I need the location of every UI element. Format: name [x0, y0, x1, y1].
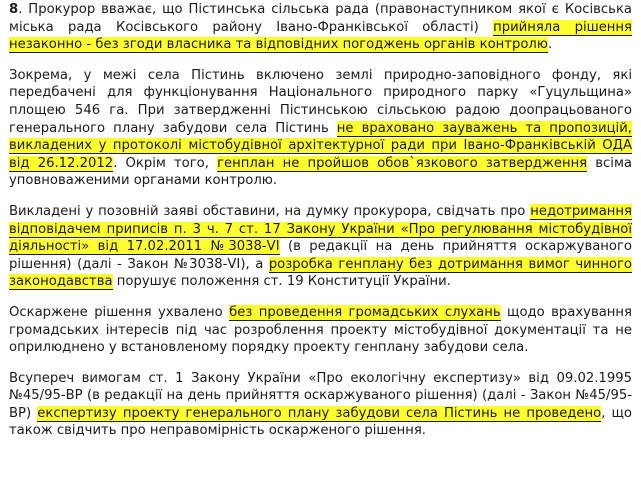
- highlighted-text: розробка генплану без дотримання вимог чинного законодавства: [9, 256, 632, 290]
- text-run: .: [446, 274, 451, 290]
- text-run: щодо врахування громадських інтересів під час розроблення проекту містобудівної документації та не оприлюднено у встановленому порядку проекту генплану забудови села.: [9, 304, 632, 356]
- highlighted-text: прийняла рішення незаконно - без згоди власника та відповідних погоджень органів контролю: [9, 19, 632, 53]
- highlighted-text: не враховано зауважень та пропозицій, викладених у протоколі містобудівної архітектурної ради при Івано-Франківській ОДА від 26.12.2012: [9, 120, 632, 171]
- paragraph-1: [9, 1, 632, 54]
- paragraph-3: [9, 203, 632, 291]
- highlighted-text: недотримання відповідачем приписів п. 3 ч. 7 ст. 17 Закону України «: [9, 203, 632, 237]
- law-link[interactable]: Про екологічну експертизу: [316, 370, 513, 386]
- text-run: . Прокурор вважає, що Пістинська сільська рада (правонаступником якої є Косівська міська рада Косівського району Івано-Франківської області): [9, 2, 632, 35]
- paragraph-5: [9, 370, 632, 440]
- paragraph-number: 8: [9, 2, 19, 17]
- text-run: » від 09.02.1995 №45/95-ВР (в редакції на день прийняття оскаржуваного рішення) (далі - Закон №45/95-ВР): [9, 370, 632, 421]
- law-link[interactable]: 19 Конституції України: [286, 274, 447, 290]
- highlighted-text: генплан не пройшов обов`язкового затвердження: [217, 155, 588, 171]
- text-run: Зокрема, у межі села Пістинь включено землі природно-заповідного фонду, які передбачені для функціонування Національного природного парку «Гуцульщина» площею 546 га. При затвердженні Пістинською сільською радою доопрацьованого генерального плану забудови села Пістинь: [9, 67, 632, 136]
- document-body: [0, 1, 641, 440]
- text-run: Викладені у позовній заяві обставини, на думку прокурора, свідчать про: [9, 203, 531, 219]
- paragraph-2: [9, 67, 632, 190]
- text-run: .: [547, 37, 553, 53]
- highlighted-text: експертизу проекту генерального плану забудови села Пістинь не проведено: [37, 405, 602, 421]
- text-run: порушує положення ст.: [112, 274, 287, 290]
- text-run: всіма уповноваженими органами контролю.: [9, 155, 632, 189]
- text-run: Оскаржене рішення ухвалено: [9, 304, 230, 320]
- highlighted-law-link[interactable]: Про регулювання містобудівної діяльності: [9, 221, 632, 255]
- text-run: Всупереч вимогам ст. 1 Закону України «: [9, 370, 317, 386]
- highlighted-text: без проведення громадських слухань: [229, 304, 501, 320]
- text-run: (в редакції на день прийняття оскаржуваного рішення) (далі - Закон №3038-VI), а: [9, 239, 632, 272]
- text-run: , що також свідчить про неправомірність оскарженого рішення.: [9, 405, 633, 439]
- highlighted-text: » від 17.02.2011 №3038-VI: [81, 239, 280, 255]
- paragraph-4: [9, 304, 632, 357]
- text-run: . Окрім того,: [113, 155, 218, 171]
